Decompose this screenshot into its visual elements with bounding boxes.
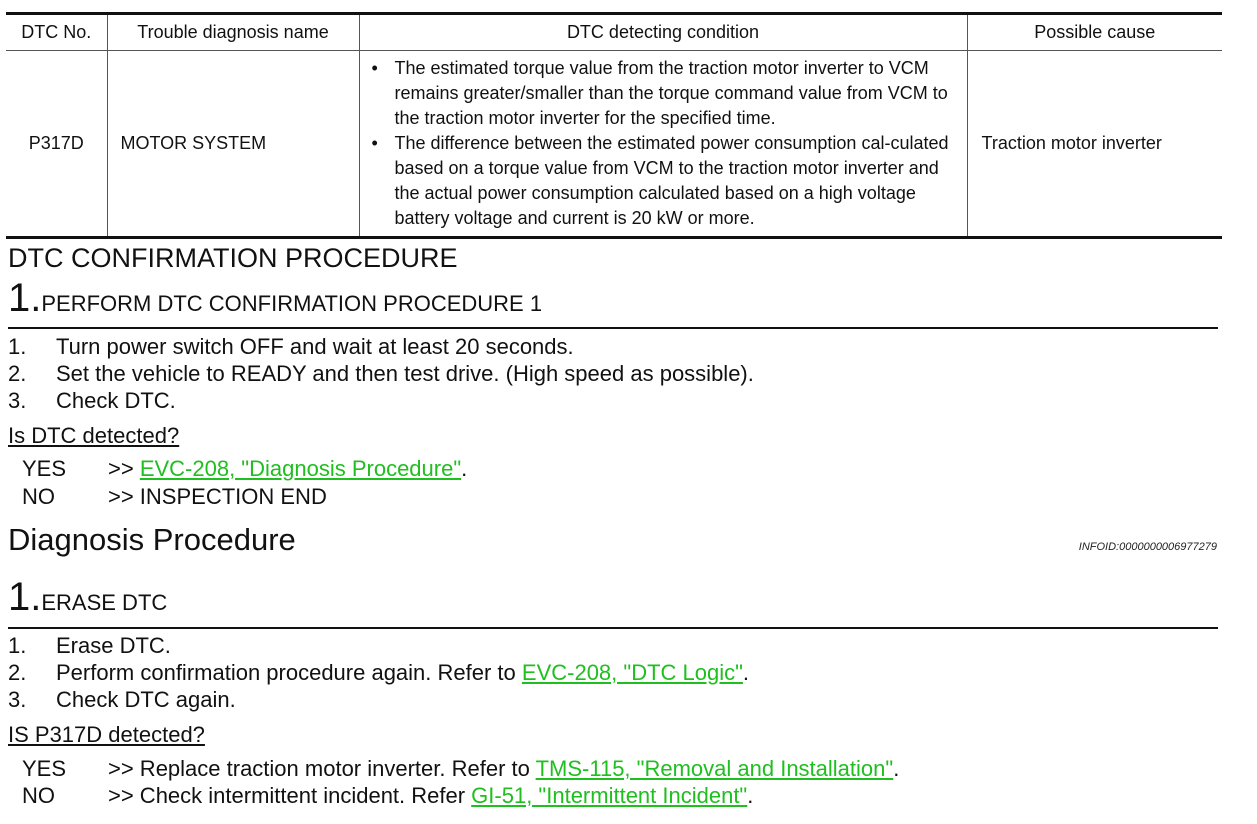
no-label: NO (22, 783, 55, 808)
condition-item: • The difference between the estimated power consumption cal-culated based on a torque value from VCM to the traction motor inverter and the actual power consumption calculated based on a high voltage battery voltage and current is 20 kW or more. (372, 131, 959, 231)
step-number: 1. (8, 575, 42, 619)
header-trouble-name: Trouble diagnosis name (107, 14, 359, 51)
list-item: 3. Check DTC again. (8, 687, 236, 712)
cell-diagnosis-name: MOTOR SYSTEM (107, 51, 359, 238)
confirmation-question: Is DTC detected? (8, 423, 180, 448)
list-item: 3. Check DTC. (8, 388, 176, 413)
step-number: 1. (8, 276, 42, 320)
info-id: INFOID:0000000006977279 (1078, 541, 1217, 553)
list-item: 1. Turn power switch OFF and wait at least 20 seconds. (8, 334, 574, 359)
condition-list (360, 56, 967, 231)
yes-label: YES (22, 456, 67, 481)
table-row (6, 51, 1222, 238)
cell-detecting-condition (359, 51, 967, 238)
intermittent-incident-link[interactable]: GI-51, "Intermittent Incident" (471, 783, 748, 808)
confirmation-yes-answer: YES >> EVC-208, "Diagnosis Procedure". (22, 456, 468, 481)
confirmation-step-heading (8, 278, 542, 318)
diagnosis-yes-answer: YES >> Replace traction motor inverter. Refer to TMS-115, "Removal and Installation". (22, 756, 900, 781)
step-title: ERASE DTC (41, 590, 168, 615)
confirmation-no-answer: NO >> INSPECTION END (22, 484, 327, 509)
header-possible-cause: Possible cause (967, 14, 1222, 51)
table-header-row (6, 14, 1222, 51)
diagnosis-title: Diagnosis Procedure (8, 522, 296, 557)
yes-label: YES (22, 756, 67, 781)
diagnosis-steps (8, 632, 749, 713)
diagnosis-no-answer: NO >> Check intermittent incident. Refer GI-51, "Intermittent Incident". (22, 783, 754, 808)
diagnosis-procedure-link[interactable]: EVC-208, "Diagnosis Procedure" (139, 456, 462, 481)
dtc-logic-link[interactable]: EVC-208, "DTC Logic" (521, 660, 743, 685)
header-dtc-no: DTC No. (6, 14, 107, 51)
confirmation-steps (8, 333, 754, 414)
dtc-table (6, 12, 1222, 239)
removal-installation-link[interactable]: TMS-115, "Removal and Installation" (535, 756, 894, 781)
divider (8, 627, 1218, 629)
list-item: 1. Erase DTC. (8, 633, 171, 658)
confirmation-title: DTC CONFIRMATION PROCEDURE (8, 243, 458, 273)
no-label: NO (22, 484, 55, 509)
step-title: PERFORM DTC CONFIRMATION PROCEDURE 1 (41, 291, 543, 316)
cell-possible-cause: Traction motor inverter (967, 51, 1222, 238)
divider (8, 327, 1218, 329)
list-item: 2. Perform confirmation procedure again. Refer to EVC-208, "DTC Logic". (8, 660, 750, 685)
header-detecting-condition: DTC detecting condition (359, 14, 967, 51)
diagnosis-question: IS P317D detected? (8, 722, 205, 747)
list-item: 2. Set the vehicle to READY and then test drive. (High speed as possible). (8, 361, 754, 386)
condition-item: • The estimated torque value from the traction motor inverter to VCM remains greater/smaller than the torque command value from VCM to the traction motor inverter for the specified time. (372, 56, 959, 131)
diagnosis-step-heading (8, 577, 167, 617)
cell-dtc-code: P317D (6, 51, 107, 238)
